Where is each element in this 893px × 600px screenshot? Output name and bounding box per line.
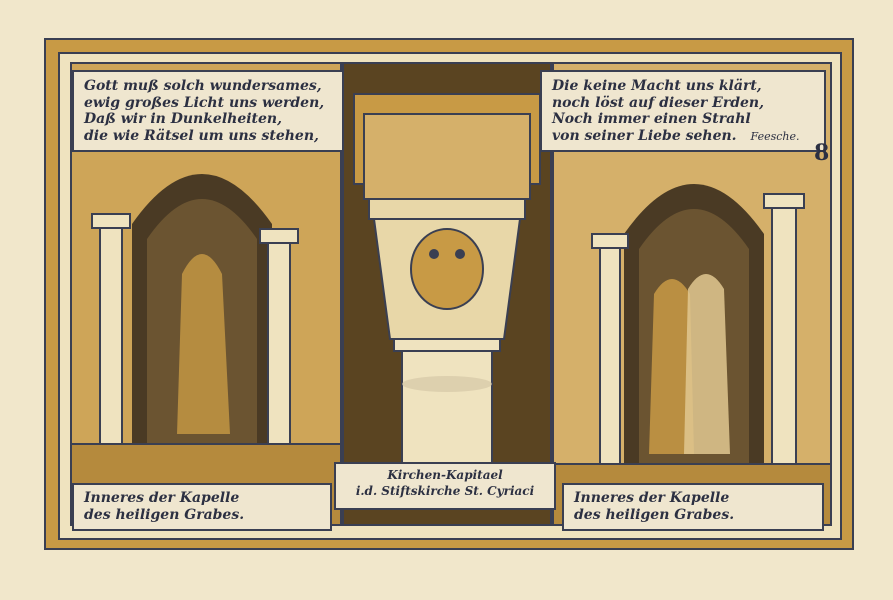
serial-number: 8 bbox=[814, 140, 830, 166]
caption-line: Inneres der Kapelle bbox=[574, 490, 730, 506]
center-capital-illustration bbox=[342, 62, 552, 526]
verse-line: Noch immer einen Strahl bbox=[552, 111, 751, 128]
caption-line: des heiligen Grabes. bbox=[574, 506, 735, 523]
verse-line: Die keine Macht uns klärt, bbox=[552, 78, 762, 94]
verse-line-text: von seiner Liebe sehen. bbox=[552, 127, 737, 144]
verse-line: die wie Rätsel um uns stehen, bbox=[84, 127, 319, 144]
center-caption bbox=[334, 462, 556, 510]
caption-line: i.d. Stiftskirche St. Cyriaci bbox=[355, 483, 535, 498]
right-caption bbox=[562, 483, 824, 531]
caption-line: Inneres der Kapelle bbox=[84, 490, 240, 506]
caption-line: Kirchen-Kapitael bbox=[387, 468, 503, 482]
author-signature: Feesche. bbox=[750, 129, 800, 143]
left-verse-banner bbox=[72, 70, 344, 152]
verse-line: ewig großes Licht uns werden, bbox=[84, 94, 325, 111]
caption-line: des heiligen Grabes. bbox=[84, 506, 245, 523]
left-caption bbox=[72, 483, 332, 531]
verse-line: Daß wir in Dunkelheiten, bbox=[84, 111, 282, 128]
verse-line: Gott muß solch wundersames, bbox=[84, 78, 322, 94]
verse-line: noch löst auf dieser Erden, bbox=[552, 94, 764, 111]
verse-line bbox=[552, 128, 814, 145]
right-verse-banner bbox=[540, 70, 826, 152]
